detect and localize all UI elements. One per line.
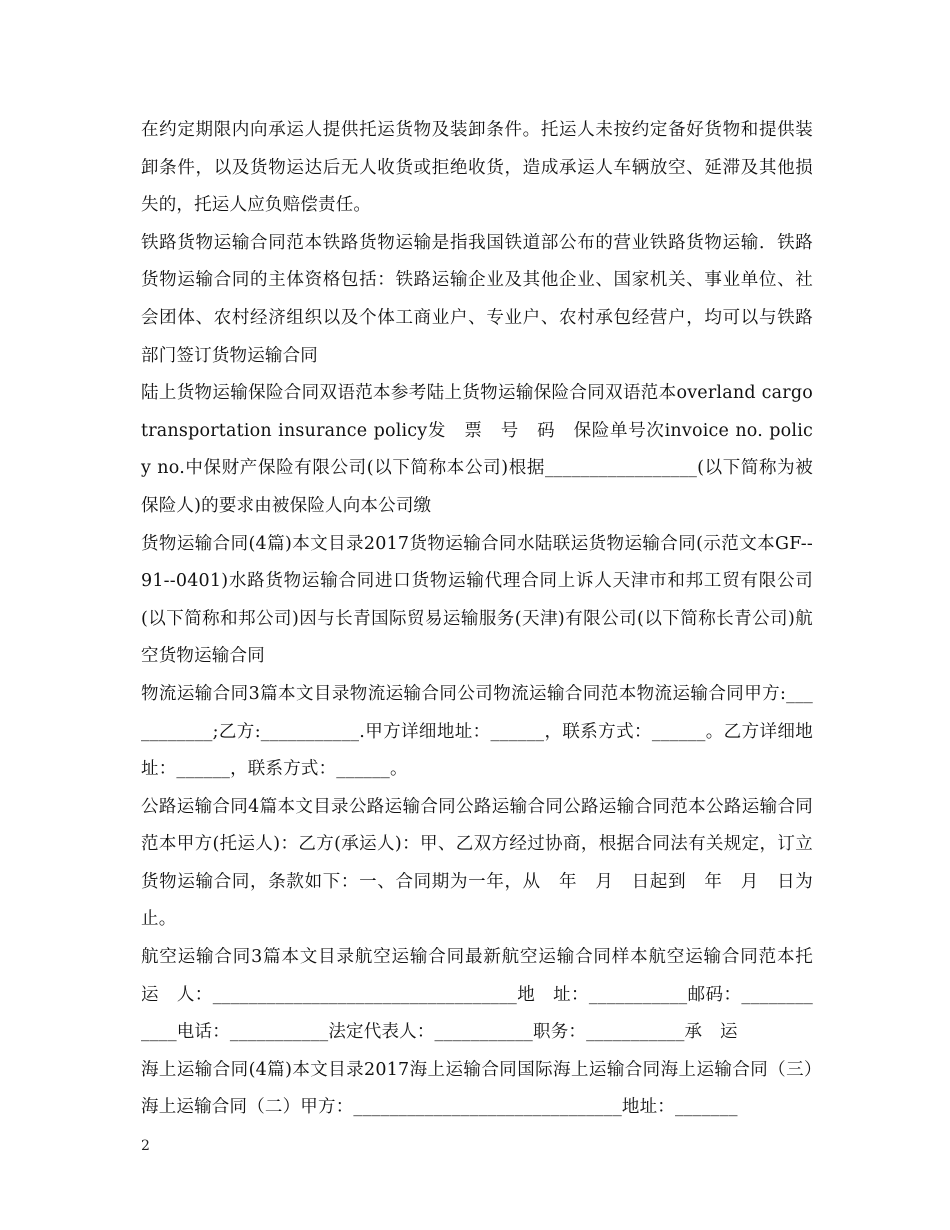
paragraph-road-transport-contract: 公路运输合同4篇本文目录公路运输合同公路运输合同公路运输合同范本公路运输合同范本甲方(托运人)：乙方(承运人)：甲、乙双方经过协商，根据合同法有关规定，订立货物运输合同，条款如下：一、合同期为一年，从 年 月 日起到 年 月 日为止。 — [141, 796, 813, 930]
paragraph-cargo-transport-contract: 货物运输合同(4篇)本文目录2017货物运输合同水陆联运货物运输合同(示范文本GF--91--0401)水路货物运输合同进口货物运输代理合同上诉人天津市和邦工贸有限公司(以下简称和邦公司)因与长青国际贸易运输服务(天津)有限公司(以下简称长青公司)航空货物运输合同 — [141, 533, 813, 667]
paragraph-air-transport-contract: 航空运输合同3篇本文目录航空运输合同最新航空运输合同样本航空运输合同范本托 运 人：__________________________________地 址：___________邮码：____________电话：___________法定代表人：___________职务：___________承 运 — [141, 947, 831, 1043]
paragraph-consignor-liability: 在约定期限内向承运人提供托运货物及装卸条件。托运人未按约定备好货物和提供装卸条件，以及货物运达后无人收货或拒绝收货，造成承运人车辆放空、延滞及其他损失的，托运人应负赔偿责任。 — [141, 120, 813, 216]
paragraph-land-cargo-insurance: 陆上货物运输保险合同双语范本参考陆上货物运输保险合同双语范本overland cargo transportation insurance policy发 票 号 码 保险单号次invoice no. policy no.中保财产保险有限公司(以下简称本公司)根据_________________(以下简称为被保险人)的要求由被保险人向本公司缴 — [141, 383, 813, 516]
paragraph-sea-transport-contract: 海上运输合同(4篇)本文目录2017海上运输合同国际海上运输合同海上运输合同（三）海上运输合同（二）甲方：______________________________地址：_______ — [141, 1059, 813, 1118]
paragraph-logistics-contract: 物流运输合同3篇本文目录物流运输合同公司物流运输合同范本物流运输合同甲方:___________;乙方:___________.甲方详细地址：______，联系方式：______。乙方详细地址：______，联系方式：______。 — [141, 683, 813, 780]
page-number: 2 — [141, 1138, 150, 1154]
document-body — [141, 112, 831, 1127]
paragraph-railway-contract: 铁路货物运输合同范本铁路货物运输是指我国铁道部公布的营业铁路货物运输．铁路货物运输合同的主体资格包括：铁路运输企业及其他企业、国家机关、事业单位、社会团体、农村经济组织以及个体工商业户、专业户、农村承包经营户，均可以与铁路部门签订货物运输合同 — [141, 232, 813, 366]
